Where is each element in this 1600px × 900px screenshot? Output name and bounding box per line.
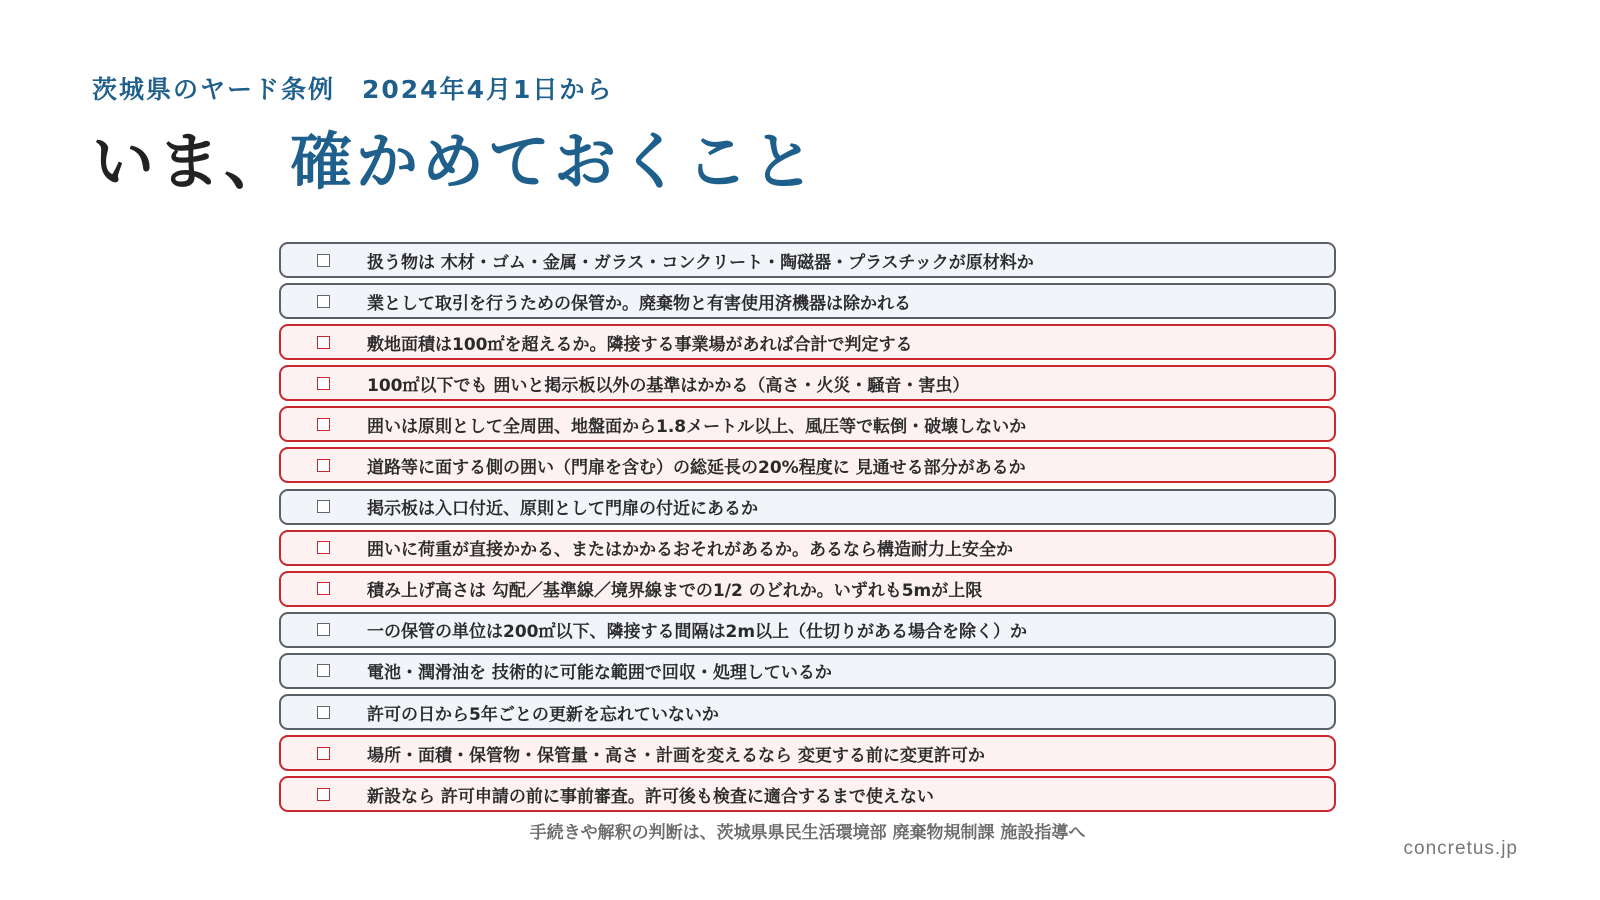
checklist-item-text: 道路等に面する側の囲い（門扉を含む）の総延長の20%程度に 見通せる部分があるか xyxy=(367,457,1026,478)
subtitle: 茨城県のヤード条例 2024年4月1日から xyxy=(92,75,614,104)
checklist-item[interactable] xyxy=(279,694,1336,730)
checklist-item-text: 一の保管の単位は200㎡以下、隣接する間隔は2m以上（仕切りがある場合を除く）か xyxy=(367,622,1028,643)
checklist-item[interactable] xyxy=(279,242,1336,278)
checklist xyxy=(279,242,1336,817)
title-lead: いま、 xyxy=(92,125,291,198)
checkbox-icon[interactable] xyxy=(317,295,330,308)
checklist-item-text: 許可の日から5年ごとの更新を忘れていないか xyxy=(367,704,719,725)
checklist-item[interactable] xyxy=(279,324,1336,360)
checkbox-icon[interactable] xyxy=(317,664,330,677)
checklist-item-text: 敷地面積は100㎡を超えるか。隣接する事業場があれば合計で判定する xyxy=(367,334,913,355)
title-accent: 確かめておくこと xyxy=(290,125,819,198)
checklist-item[interactable] xyxy=(279,735,1336,771)
checklist-item-text: 場所・面積・保管物・保管量・高さ・計画を変えるなら 変更する前に変更許可か xyxy=(367,745,985,766)
page-title xyxy=(92,125,819,198)
checkbox-icon[interactable] xyxy=(317,623,330,636)
checkbox-icon[interactable] xyxy=(317,706,330,719)
checkbox-icon[interactable] xyxy=(317,747,330,760)
checklist-item-text: 業として取引を行うための保管か。廃棄物と有害使用済機器は除かれる xyxy=(367,293,911,314)
checklist-item-text: 新設なら 許可申請の前に事前審査。許可後も検査に適合するまで使えない xyxy=(367,786,934,807)
checkbox-icon[interactable] xyxy=(317,336,330,349)
checklist-item-text: 扱う物は 木材・ゴム・金属・ガラス・コンクリート・陶磁器・プラスチックが原材料か xyxy=(367,252,1034,273)
checklist-item[interactable] xyxy=(279,653,1336,689)
site-credit: concretus.jp xyxy=(1403,838,1518,859)
checklist-item-text: 囲いは原則として全周囲、地盤面から1.8メートル以上、風圧等で転倒・破壊しないか xyxy=(367,416,1027,437)
checklist-item-text: 積み上げ高さは 勾配／基準線／境界線までの1/2 のどれか。いずれも5mが上限 xyxy=(367,581,983,602)
checkbox-icon[interactable] xyxy=(317,418,330,431)
checkbox-icon[interactable] xyxy=(317,582,330,595)
checklist-item[interactable] xyxy=(279,612,1336,648)
checkbox-icon[interactable] xyxy=(317,254,330,267)
checklist-item-text: 掲示板は入口付近、原則として門扉の付近にあるか xyxy=(367,499,758,520)
checklist-item[interactable] xyxy=(279,776,1336,812)
checkbox-icon[interactable] xyxy=(317,500,330,513)
footer-note: 手続きや解釈の判断は、茨城県県民生活環境部 廃棄物規制課 施設指導へ xyxy=(529,823,1086,843)
checkbox-icon[interactable] xyxy=(317,377,330,390)
checklist-item[interactable] xyxy=(279,283,1336,319)
checklist-item[interactable] xyxy=(279,571,1336,607)
checklist-item[interactable] xyxy=(279,489,1336,525)
checklist-item-text: 100㎡以下でも 囲いと掲示板以外の基準はかかる（高さ・火災・騒音・害虫） xyxy=(367,375,970,396)
checkbox-icon[interactable] xyxy=(317,788,330,801)
checklist-item[interactable] xyxy=(279,365,1336,401)
checklist-item-text: 電池・潤滑油を 技術的に可能な範囲で回収・処理しているか xyxy=(367,663,832,684)
checklist-item[interactable] xyxy=(279,530,1336,566)
checklist-item[interactable] xyxy=(279,406,1336,442)
checkbox-icon[interactable] xyxy=(317,541,330,554)
checklist-item[interactable] xyxy=(279,447,1336,483)
checkbox-icon[interactable] xyxy=(317,459,330,472)
checklist-item-text: 囲いに荷重が直接かかる、またはかかるおそれがあるか。あるなら構造耐力上安全か xyxy=(367,540,1013,561)
